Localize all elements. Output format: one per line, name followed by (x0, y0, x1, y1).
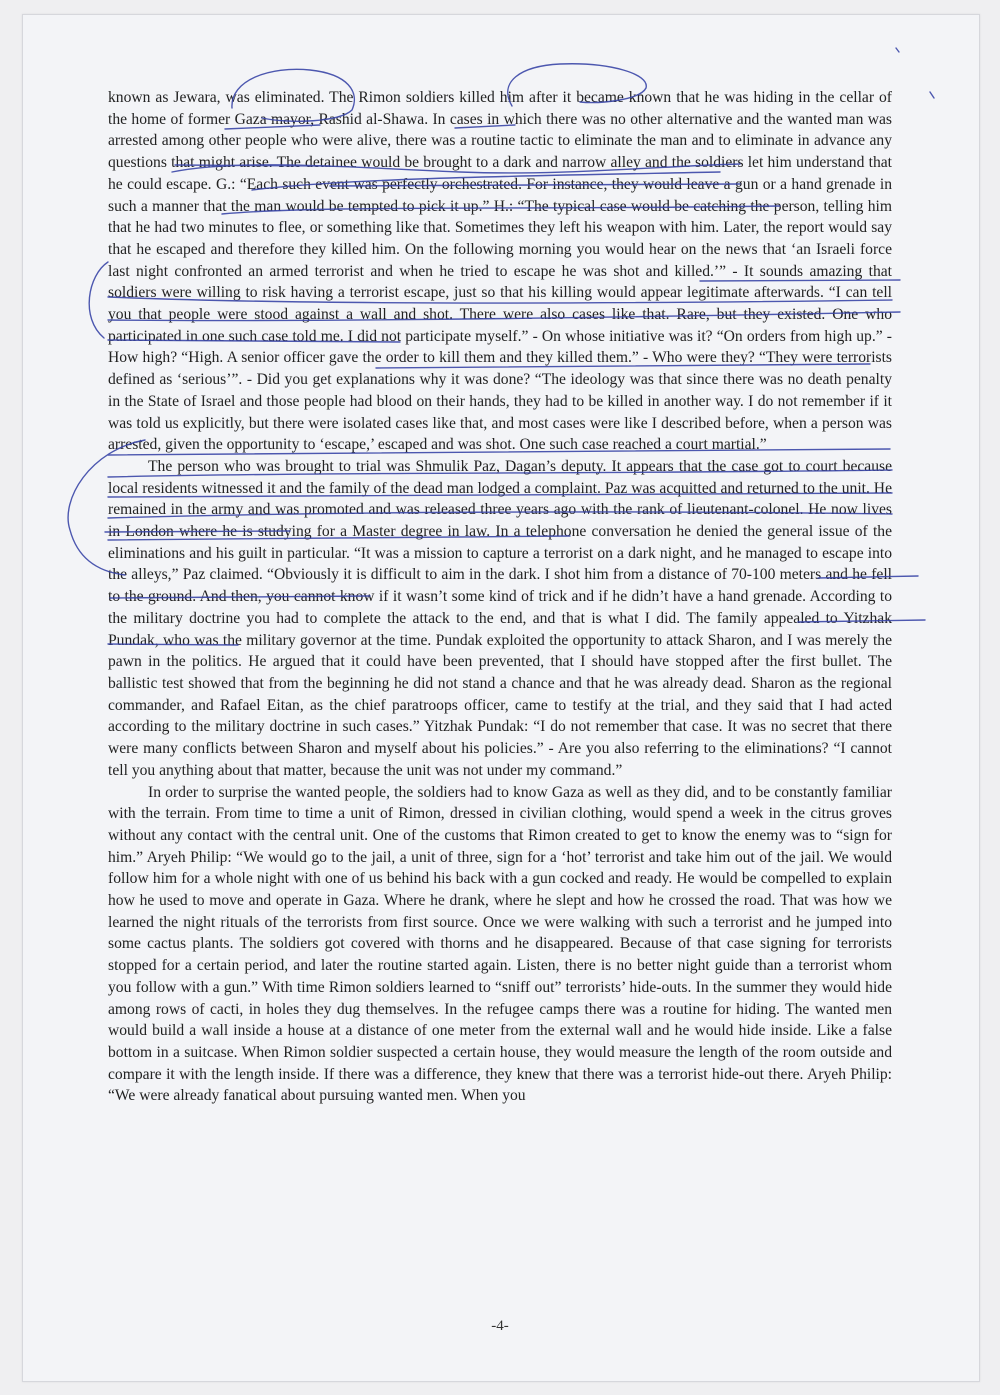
document-body (108, 87, 892, 1107)
paragraph-1: known as Jewara, was eliminated. The Rimon soldiers killed him after it became known that he was hiding in the cellar of the home of former Gaza mayor, Rashid al-Shawa. In cases in which there was no other alternative and the wanted man was arrested among other people who were alive, there was a routine tactic to eliminate the man and to eliminate in advance any questions that might arise. The detainee would be brought to a dark and narrow alley and the soldiers let him understand that he could escape. G.: “Each such event was perfectly orchestrated. For instance, they would leave a gun or a hand grenade in such a manner that the man would be tempted to pick it up.” H.: “The typical case would be catching the person, telling him that he had two minutes to flee, or something like that. Sometimes they left his weapon with him. Later, the report would say that he escaped and therefore they killed him. On the following morning you would hear on the news that ‘an Israeli force last night confronted an armed terrorist and when he tried to escape he was shot and killed.’” - It sounds amazing that soldiers were willing to risk having a terrorist escape, just so that his killing would appear legitimate afterwards. “I can tell you that people were stood against a wall and shot. There were also cases like that. Rare, but they existed. One who participated in one such case told me. I did not participate myself.” - On whose initiative was it? “On orders from high up.” - How high? “High. A senior officer gave the order to kill them and they killed them.” - Who were they? “They were terrorists defined as ‘serious’”. - Did you get explanations why it was done? “The ideology was that since there was no death penalty in the State of Israel and those people had blood on their hands, they had to be killed in another way. I do not remember if it was told us explicitly, but there were isolated cases like that, and most cases were like I described before, when a person was arrested, given the opportunity to ‘escape,’ escaped and was shot. One such case reached a court martial.” (108, 89, 892, 454)
page-number: -4- (491, 1318, 509, 1334)
paragraph-3: In order to surprise the wanted people, the soldiers had to know Gaza as well as they did, and to be constantly familiar with the terrain. From time to time a unit of Rimon, dressed in civilian clothing, would spend a week in the citrus groves without any contact with the central unit. One of the customs that Rimon created to get to know the enemy was to “sign for him.” Aryeh Philip: “We would go to the jail, a unit of three, sign for a ‘hot’ terrorist and take him out of the jail. We would follow him for a whole night with one of us behind his back with a gun cocked and ready. He would be compelled to explain how he used to move and operate in Gaza. Where he drank, where he slept and how he crossed the road. That was how we learned the night rituals of the terrorists from first source. Once we were walking with such a terrorist and he jumped into some cactus plants. The soldiers got covered with thorns and he disappeared. Because of that case signing for terrorists stopped for a certain period, and later the routine started again. Listen, there is no better night guide than a terrorist whom you follow with a gun.” With time Rimon soldiers learned to “sniff out” terrorists’ hide-outs. In the summer they would hide among rows of cacti, in holes they dug themselves. In the refugee camps there was a routine for hiding. The wanted men would build a wall inside a house at a distance of one meter from the external wall and he would hide inside. Like a false bottom in a suitcase. When Rimon soldier suspected a certain house, they would measure the length of the room outside and compare it with the length inside. If there was a difference, they knew that there was a terrorist hide-out there. Aryeh Philip: “We were already fanatical about pursuing wanted men. When you (108, 783, 892, 1105)
paragraph-2: The person who was brought to trial was Shmulik Paz, Dagan’s deputy. It appears that the case got to court because local residents witnessed it and the family of the dead man lodged a complaint. Paz was acquitted and returned to the unit. He remained in the army and was promoted and was released three years ago with the rank of lieutenant-colonel. He now lives in London where he is studying for a Master degree in law. In a telephone conversation he denied the general issue of the eliminations and his guilt in particular. “It was a mission to capture a terrorist on a dark night, and he managed to escape into the alleys,” Paz claimed. “Obviously it is difficult to aim in the dark. I shot him from a distance of 70-100 meters and he fell to the ground. And then, you cannot know if it wasn’t some kind of trick and if he didn’t have a hand grenade. According to the military doctrine you had to complete the attack to the end, and that is what I did. The family appealed to Yitzhak Pundak, who was the military governor at the time. Pundak exploited the opportunity to attack Sharon, and I was merely the pawn in the politics. He argued that it could have been prevented, that I should have stopped after the first bullet. The ballistic test showed that from the beginning he did not stand a chance and that he was already dead. Sharon as the regional commander, and Rafael Eitan, as the chief paratroops officer, came to testify at the trial, and they said that I had acted according to the military doctrine in such cases.” Yitzhak Pundak: “I do not remember that case. It was no secret that there were many conflicts between Sharon and myself about his policies.” - Are you also referring to the eliminations? “I cannot tell you anything about that matter, because the unit was not under my command.” (108, 457, 892, 779)
